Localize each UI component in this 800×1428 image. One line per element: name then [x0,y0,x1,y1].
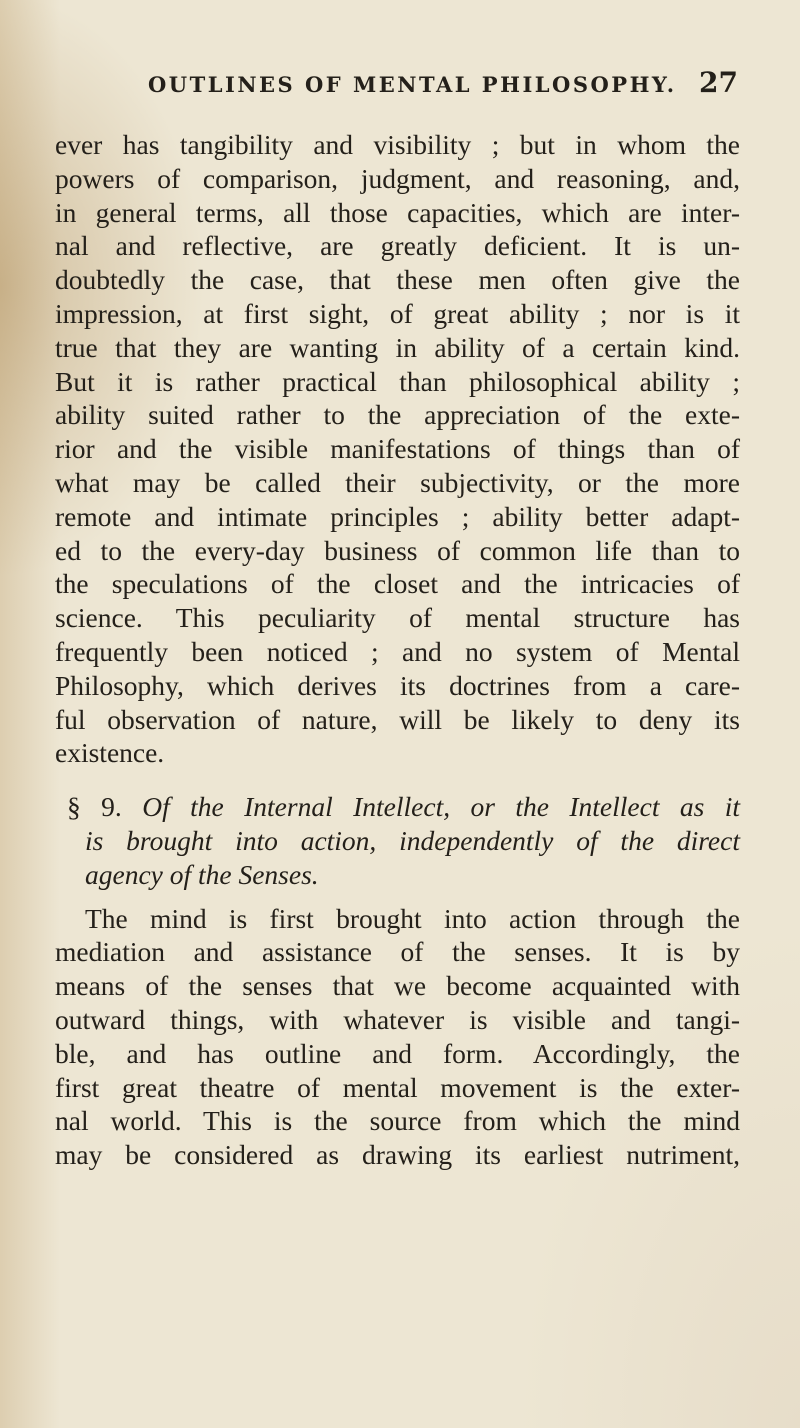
text-line: the speculations of the closet and the intricacies of [55,568,740,600]
text-line: Philosophy, which derives its doctrines from a care- [55,669,740,701]
paragraph-1 [55,128,740,770]
text-line: true that they are wanting in ability of a certain kind. [55,331,740,363]
text-line: mediation and assistance of the senses. It is by [55,936,740,968]
text-line: ed to the every-day business of common life than to [55,534,740,566]
paragraph-2 [55,902,740,1172]
section-heading-line [55,790,740,824]
running-head: OUTLINES OF MENTAL PHILOSOPHY. [148,72,677,97]
text-line: first great theatre of mental movement is the exter- [55,1071,740,1103]
text-line: nal and reflective, are greatly deficient. It is un- [55,230,740,262]
section-mark: § 9. [67,791,122,823]
text-line: in general terms, all those capacities, which are inter- [55,196,740,228]
text-line: doubtedly the case, that these men often give the [55,264,740,296]
text-line: may be considered as drawing its earliest nutriment, [55,1139,740,1171]
text-line: ability suited rather to the appreciation of the exte- [55,399,740,431]
section-title: agency of the Senses. [85,858,319,890]
section-title: Of the Internal Intellect, or the Intellect as it [142,791,741,823]
page-number: 27 [699,66,738,99]
section-title: is brought into action, independently of the direct [85,824,740,856]
text-line: means of the senses that we become acquainted with [55,970,740,1002]
text-line: remote and intimate principles ; ability better adapt- [55,500,740,532]
text-line: what may be called their subjectivity, or the more [55,466,740,498]
text-line: powers of comparison, judgment, and reasoning, and, [55,162,740,194]
page-body [55,128,740,1172]
text-line: frequently been noticed ; and no system of Mental [55,635,740,667]
text-line: nal world. This is the source from which the mind [55,1105,740,1137]
text-line: science. This peculiarity of mental structure has [55,602,740,634]
text-line: ever has tangibility and visibility ; but in whom the [55,129,740,160]
text-line: rior and the visible manifestations of things than of [55,433,740,465]
text-line: ful observation of nature, will be likely to deny its [55,703,740,735]
text-line: existence. [55,737,165,769]
section-heading [55,790,740,891]
text-line: The mind is first brought into action through the [85,902,740,934]
page-header [148,66,738,99]
text-line: ble, and has outline and form. Accordingly, the [55,1037,740,1069]
text-line: But it is rather practical than philosophical ability ; [55,365,740,397]
text-line: outward things, with whatever is visible and tangi- [55,1003,740,1035]
text-line: impression, at first sight, of great ability ; nor is it [55,297,740,329]
